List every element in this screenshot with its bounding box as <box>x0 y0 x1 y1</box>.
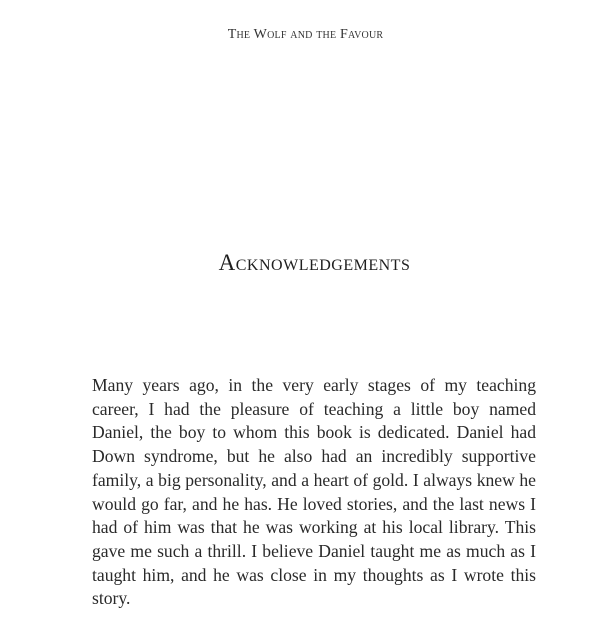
chapter-title: Acknowledgements <box>218 250 411 275</box>
acknowledgements-paragraph: Many years ago, in the very early stages of my teaching career, I had the pleasure of teaching a little boy named Daniel, the boy to whom this book is dedicated. Daniel had Down syndrome, but he also had an incredibly supportive family, a big personality, and a heart of gold. I always knew he would go far, and he has. He loved stories, and the last news I had of him was that he was working at his local library. This gave me such a thrill. I believe Daniel taught me as much as I taught him, and he was close in my thoughts as I wrote this story. <box>92 375 536 609</box>
running-header: The Wolf and the Favour <box>227 27 384 42</box>
